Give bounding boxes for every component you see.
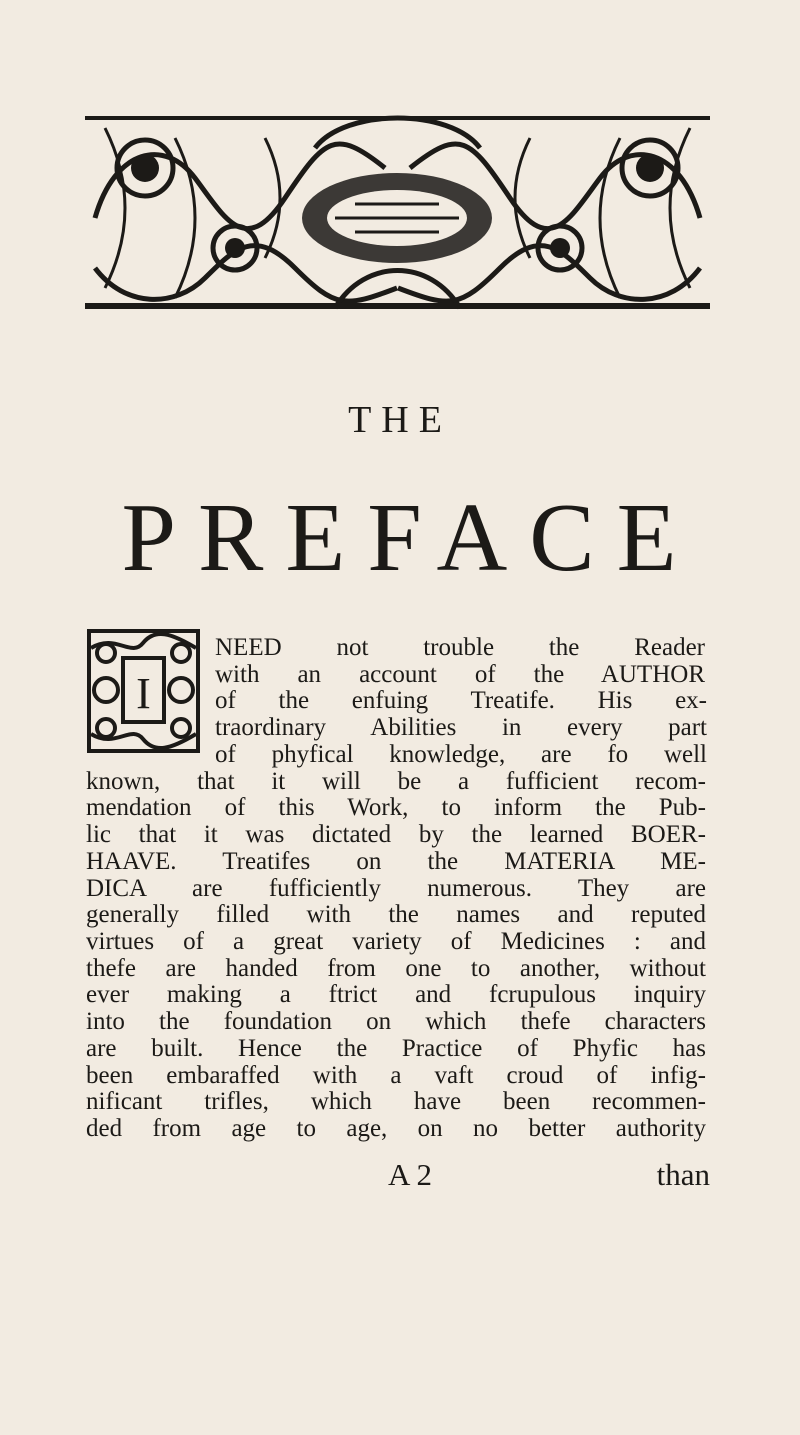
text-line: DICA are fufficiently numerous. They are xyxy=(86,875,706,902)
ornamental-headpiece-icon xyxy=(85,108,710,323)
text-line: into the foundation on which thefe characters xyxy=(86,1008,706,1035)
ornamental-initial-frame-icon xyxy=(86,628,201,754)
catchword: than xyxy=(656,1157,710,1192)
page-title: PREFACE xyxy=(121,484,699,592)
text-line: NEED not trouble the Reader xyxy=(215,634,705,661)
text-line: ever making a ftrict and fcrupulous inquiry xyxy=(86,981,706,1008)
text-line: are built. Hence the Practice of Phyfic has xyxy=(86,1035,706,1062)
text-line: generally filled with the names and reputed xyxy=(86,901,706,928)
text-line: with an account of the AUTHOR xyxy=(215,661,705,688)
text-line: of phyfical knowledge, are fo well xyxy=(215,741,707,768)
text-line: traordinary Abilities in every part xyxy=(215,714,707,741)
initial-letter: I xyxy=(136,669,151,718)
text-line: ded from age to age, on no better authority xyxy=(86,1115,706,1142)
text-line: of the enfuing Treatife. His ex- xyxy=(215,687,707,714)
text-line: HAAVE. Treatifes on the MATERIA ME- xyxy=(86,848,706,875)
text-line: known, that it will be a fufficient recom- xyxy=(86,768,706,795)
text-line: virtues of a great variety of Medicines : and xyxy=(86,928,706,955)
text-line: nificant trifles, which have been recommen- xyxy=(86,1088,706,1115)
title-the: THE xyxy=(348,399,452,441)
signature-mark: A 2 xyxy=(388,1157,432,1192)
text-line: been embaraffed with a vaft croud of infig- xyxy=(86,1062,706,1089)
text-line: lic that it was dictated by the learned BOER- xyxy=(86,821,706,848)
text-line: thefe are handed from one to another, without xyxy=(86,955,706,982)
text-line: mendation of this Work, to inform the Pub- xyxy=(86,794,706,821)
